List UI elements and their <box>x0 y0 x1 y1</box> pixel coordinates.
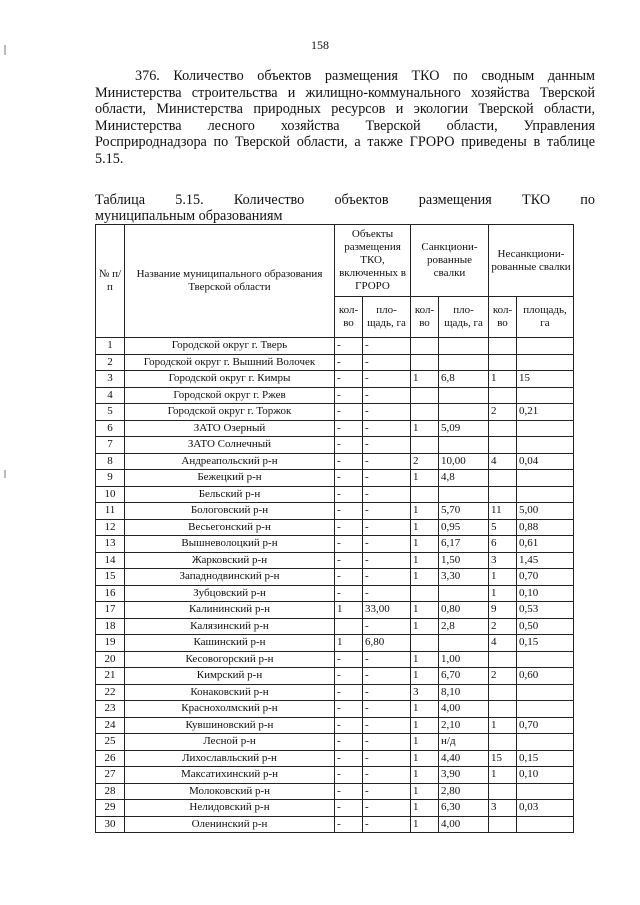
sanctioned-area-cell: 3,90 <box>439 767 489 784</box>
unsanctioned-count-cell <box>489 420 517 437</box>
sanctioned-count-cell <box>411 338 439 355</box>
unsanctioned-area-cell: 0,04 <box>517 453 574 470</box>
sanctioned-area-cell: 1,50 <box>439 552 489 569</box>
subheader-groro-area: пло-щадь, га <box>363 297 411 338</box>
municipality-name-cell: Бельский р-н <box>125 486 335 503</box>
row-number-cell: 11 <box>96 503 125 520</box>
row-number-cell: 9 <box>96 470 125 487</box>
groro-count-cell: - <box>335 354 363 371</box>
unsanctioned-area-cell: 0,60 <box>517 668 574 685</box>
groro-area-cell: - <box>363 816 411 833</box>
table-row <box>96 338 574 355</box>
unsanctioned-count-cell <box>489 470 517 487</box>
groro-area-cell: - <box>363 387 411 404</box>
groro-count-cell: - <box>335 338 363 355</box>
groro-count-cell: 1 <box>335 635 363 652</box>
groro-count-cell: - <box>335 387 363 404</box>
sanctioned-area-cell <box>439 585 489 602</box>
unsanctioned-count-cell: 2 <box>489 404 517 421</box>
groro-area-cell: - <box>363 437 411 454</box>
sanctioned-count-cell: 1 <box>411 569 439 586</box>
unsanctioned-area-cell: 1,45 <box>517 552 574 569</box>
unsanctioned-count-cell: 1 <box>489 717 517 734</box>
unsanctioned-area-cell: 0,15 <box>517 750 574 767</box>
sanctioned-count-cell: 1 <box>411 470 439 487</box>
municipality-name-cell: Городской округ г. Торжок <box>125 404 335 421</box>
groro-area-cell: - <box>363 503 411 520</box>
municipality-name-cell: Городской округ г. Кимры <box>125 371 335 388</box>
sanctioned-area-cell: 4,40 <box>439 750 489 767</box>
unsanctioned-count-cell <box>489 816 517 833</box>
sanctioned-area-cell: 2,8 <box>439 618 489 635</box>
table-caption: Таблица 5.15. Количество объектов размещения ТКО по <box>95 192 595 208</box>
col-header-municipality: Название муниципального образования Тверской области <box>125 225 335 338</box>
groro-count-cell: - <box>335 783 363 800</box>
table-row <box>96 354 574 371</box>
unsanctioned-area-cell <box>517 387 574 404</box>
unsanctioned-count-cell: 4 <box>489 453 517 470</box>
table-row <box>96 470 574 487</box>
unsanctioned-area-cell <box>517 651 574 668</box>
unsanctioned-count-cell: 4 <box>489 635 517 652</box>
row-number-cell: 8 <box>96 453 125 470</box>
intro-paragraph: 376. Количество объектов размещения ТКО по сводным данным Министерства строительства и жилищно-коммунального хозяйства Тверской области, Министерства природных ресурсов и экологии Тверской области, Министерства лесного хозяйства Тверской области, Управления Росприроднадзора по Тверской области, а также ГРОРО приведены в таблице 5.15. <box>95 68 595 167</box>
unsanctioned-area-cell: 0,70 <box>517 717 574 734</box>
col-header-sanctioned: Санкциони-рованные свалки <box>411 225 489 297</box>
col-header-unsanctioned: Несанкциони-рованные свалки <box>489 225 574 297</box>
sanctioned-area-cell: 6,17 <box>439 536 489 553</box>
groro-area-cell: 33,00 <box>363 602 411 619</box>
groro-count-cell: 1 <box>335 602 363 619</box>
groro-area-cell: - <box>363 717 411 734</box>
unsanctioned-area-cell: 0,70 <box>517 569 574 586</box>
unsanctioned-count-cell: 15 <box>489 750 517 767</box>
unsanctioned-count-cell: 9 <box>489 602 517 619</box>
groro-area-cell: - <box>363 338 411 355</box>
groro-count-cell: - <box>335 767 363 784</box>
table-row <box>96 602 574 619</box>
table-row <box>96 701 574 718</box>
sanctioned-area-cell <box>439 354 489 371</box>
groro-count-cell <box>335 618 363 635</box>
groro-area-cell: - <box>363 767 411 784</box>
row-number-cell: 29 <box>96 800 125 817</box>
sanctioned-area-cell <box>439 404 489 421</box>
sanctioned-count-cell <box>411 585 439 602</box>
unsanctioned-count-cell: 1 <box>489 569 517 586</box>
row-number-cell: 13 <box>96 536 125 553</box>
sanctioned-area-cell: 8,10 <box>439 684 489 701</box>
unsanctioned-area-cell <box>517 783 574 800</box>
table-row <box>96 651 574 668</box>
municipality-name-cell: Лесной р-н <box>125 734 335 751</box>
sanctioned-area-cell: 4,00 <box>439 701 489 718</box>
row-number-cell: 12 <box>96 519 125 536</box>
unsanctioned-area-cell: 0,53 <box>517 602 574 619</box>
table-row <box>96 783 574 800</box>
unsanctioned-area-cell: 0,10 <box>517 767 574 784</box>
row-number-cell: 27 <box>96 767 125 784</box>
groro-count-cell: - <box>335 536 363 553</box>
table-caption-continued: муниципальным образованиям <box>95 208 283 224</box>
row-number-cell: 2 <box>96 354 125 371</box>
table-row <box>96 800 574 817</box>
municipality-name-cell: Андреапольский р-н <box>125 453 335 470</box>
sanctioned-area-cell <box>439 387 489 404</box>
row-number-cell: 14 <box>96 552 125 569</box>
sanctioned-area-cell: 0,80 <box>439 602 489 619</box>
municipality-name-cell: Калязинский р-н <box>125 618 335 635</box>
municipality-name-cell: Кесовогорский р-н <box>125 651 335 668</box>
sanctioned-area-cell: 1,00 <box>439 651 489 668</box>
row-number-cell: 15 <box>96 569 125 586</box>
unsanctioned-area-cell <box>517 437 574 454</box>
municipality-name-cell: Оленинский р-н <box>125 816 335 833</box>
unsanctioned-count-cell: 1 <box>489 767 517 784</box>
groro-area-cell: - <box>363 536 411 553</box>
sanctioned-area-cell: 3,30 <box>439 569 489 586</box>
table-row <box>96 635 574 652</box>
unsanctioned-area-cell <box>517 486 574 503</box>
unsanctioned-count-cell: 3 <box>489 800 517 817</box>
sanctioned-area-cell: 5,09 <box>439 420 489 437</box>
groro-count-cell: - <box>335 470 363 487</box>
unsanctioned-count-cell <box>489 486 517 503</box>
groro-area-cell: - <box>363 470 411 487</box>
groro-area-cell: - <box>363 651 411 668</box>
unsanctioned-count-cell: 3 <box>489 552 517 569</box>
subheader-groro-count: кол-во <box>335 297 363 338</box>
subheader-sanctioned-area: пло-щадь, га <box>439 297 489 338</box>
unsanctioned-area-cell: 5,00 <box>517 503 574 520</box>
table-row <box>96 767 574 784</box>
row-number-cell: 25 <box>96 734 125 751</box>
sanctioned-area-cell: н/д <box>439 734 489 751</box>
groro-area-cell: - <box>363 783 411 800</box>
sanctioned-count-cell: 1 <box>411 767 439 784</box>
sanctioned-area-cell <box>439 437 489 454</box>
unsanctioned-count-cell: 1 <box>489 585 517 602</box>
table-row <box>96 536 574 553</box>
unsanctioned-count-cell: 11 <box>489 503 517 520</box>
sanctioned-count-cell: 1 <box>411 800 439 817</box>
sanctioned-count-cell: 1 <box>411 816 439 833</box>
groro-count-cell: - <box>335 420 363 437</box>
groro-area-cell: - <box>363 354 411 371</box>
sanctioned-area-cell: 4,00 <box>439 816 489 833</box>
row-number-cell: 6 <box>96 420 125 437</box>
scan-edge-mark <box>4 470 6 478</box>
municipality-name-cell: Бологовский р-н <box>125 503 335 520</box>
groro-count-cell: - <box>335 371 363 388</box>
sanctioned-count-cell: 1 <box>411 602 439 619</box>
table-row <box>96 668 574 685</box>
row-number-cell: 26 <box>96 750 125 767</box>
groro-area-cell: - <box>363 585 411 602</box>
row-number-cell: 4 <box>96 387 125 404</box>
table-row <box>96 585 574 602</box>
sanctioned-count-cell: 3 <box>411 684 439 701</box>
unsanctioned-area-cell: 15 <box>517 371 574 388</box>
groro-count-cell: - <box>335 404 363 421</box>
groro-area-cell: - <box>363 486 411 503</box>
municipality-name-cell: Жарковский р-н <box>125 552 335 569</box>
sanctioned-area-cell <box>439 486 489 503</box>
unsanctioned-area-cell <box>517 338 574 355</box>
groro-area-cell: - <box>363 404 411 421</box>
municipality-name-cell: Городской округ г. Вышний Волочек <box>125 354 335 371</box>
subheader-unsanctioned-area: площадь, га <box>517 297 574 338</box>
unsanctioned-area-cell: 0,88 <box>517 519 574 536</box>
sanctioned-count-cell <box>411 387 439 404</box>
row-number-cell: 1 <box>96 338 125 355</box>
groro-count-cell: - <box>335 585 363 602</box>
unsanctioned-count-cell <box>489 387 517 404</box>
unsanctioned-count-cell: 6 <box>489 536 517 553</box>
sanctioned-count-cell <box>411 354 439 371</box>
municipality-name-cell: Калининский р-н <box>125 602 335 619</box>
table-row <box>96 734 574 751</box>
table-row <box>96 618 574 635</box>
municipality-name-cell: Краснохолмский р-н <box>125 701 335 718</box>
row-number-cell: 3 <box>96 371 125 388</box>
table-row <box>96 486 574 503</box>
table-row <box>96 503 574 520</box>
unsanctioned-count-cell: 5 <box>489 519 517 536</box>
col-header-groro: Объекты размещения ТКО, включенных в ГРОРО <box>335 225 411 297</box>
unsanctioned-count-cell <box>489 783 517 800</box>
sanctioned-count-cell: 1 <box>411 552 439 569</box>
groro-count-cell: - <box>335 453 363 470</box>
groro-area-cell: - <box>363 453 411 470</box>
groro-area-cell: - <box>363 371 411 388</box>
unsanctioned-area-cell: 0,15 <box>517 635 574 652</box>
sanctioned-count-cell: 1 <box>411 519 439 536</box>
groro-count-cell: - <box>335 519 363 536</box>
sanctioned-count-cell <box>411 635 439 652</box>
municipality-name-cell: Максатихинский р-н <box>125 767 335 784</box>
row-number-cell: 20 <box>96 651 125 668</box>
unsanctioned-area-cell: 0,03 <box>517 800 574 817</box>
groro-area-cell: - <box>363 734 411 751</box>
table-row <box>96 387 574 404</box>
row-number-cell: 21 <box>96 668 125 685</box>
groro-count-cell: - <box>335 552 363 569</box>
municipality-name-cell: Конаковский р-н <box>125 684 335 701</box>
col-header-number: № п/п <box>96 225 125 338</box>
table-row <box>96 750 574 767</box>
municipality-name-cell: Бежецкий р-н <box>125 470 335 487</box>
row-number-cell: 5 <box>96 404 125 421</box>
groro-area-cell: - <box>363 684 411 701</box>
table-row <box>96 552 574 569</box>
page-number: 158 <box>311 38 329 52</box>
municipality-name-cell: ЗАТО Озерный <box>125 420 335 437</box>
groro-count-cell: - <box>335 717 363 734</box>
row-number-cell: 22 <box>96 684 125 701</box>
municipality-name-cell: Городской округ г. Ржев <box>125 387 335 404</box>
groro-count-cell: - <box>335 734 363 751</box>
municipality-name-cell: Зубцовский р-н <box>125 585 335 602</box>
unsanctioned-area-cell: 0,21 <box>517 404 574 421</box>
sanctioned-count-cell: 1 <box>411 371 439 388</box>
row-number-cell: 23 <box>96 701 125 718</box>
groro-area-cell: - <box>363 800 411 817</box>
groro-count-cell: - <box>335 503 363 520</box>
groro-area-cell: - <box>363 569 411 586</box>
groro-count-cell: - <box>335 569 363 586</box>
sanctioned-area-cell: 4,8 <box>439 470 489 487</box>
sanctioned-count-cell: 1 <box>411 701 439 718</box>
sanctioned-count-cell: 2 <box>411 453 439 470</box>
groro-count-cell: - <box>335 651 363 668</box>
subheader-unsanctioned-count: кол-во <box>489 297 517 338</box>
municipality-name-cell: Кашинский р-н <box>125 635 335 652</box>
sanctioned-count-cell: 1 <box>411 717 439 734</box>
groro-count-cell: - <box>335 701 363 718</box>
sanctioned-count-cell <box>411 486 439 503</box>
row-number-cell: 16 <box>96 585 125 602</box>
sanctioned-count-cell <box>411 437 439 454</box>
municipality-name-cell: ЗАТО Солнечный <box>125 437 335 454</box>
municipality-name-cell: Вышневолоцкий р-н <box>125 536 335 553</box>
unsanctioned-area-cell <box>517 734 574 751</box>
groro-count-cell: - <box>335 486 363 503</box>
groro-area-cell: - <box>363 552 411 569</box>
groro-area-cell: 6,80 <box>363 635 411 652</box>
unsanctioned-count-cell <box>489 354 517 371</box>
row-number-cell: 19 <box>96 635 125 652</box>
sanctioned-count-cell: 1 <box>411 734 439 751</box>
unsanctioned-count-cell <box>489 338 517 355</box>
unsanctioned-area-cell <box>517 470 574 487</box>
sanctioned-area-cell: 5,70 <box>439 503 489 520</box>
sanctioned-area-cell: 0,95 <box>439 519 489 536</box>
groro-area-cell: - <box>363 420 411 437</box>
sanctioned-count-cell: 1 <box>411 536 439 553</box>
groro-area-cell: - <box>363 750 411 767</box>
groro-count-cell: - <box>335 668 363 685</box>
sanctioned-area-cell <box>439 338 489 355</box>
groro-area-cell: - <box>363 618 411 635</box>
unsanctioned-area-cell <box>517 420 574 437</box>
row-number-cell: 30 <box>96 816 125 833</box>
table-row <box>96 437 574 454</box>
sanctioned-area-cell: 6,30 <box>439 800 489 817</box>
sanctioned-count-cell: 1 <box>411 420 439 437</box>
waste-sites-table <box>95 224 574 833</box>
unsanctioned-area-cell: 0,61 <box>517 536 574 553</box>
row-number-cell: 17 <box>96 602 125 619</box>
unsanctioned-count-cell: 1 <box>489 371 517 388</box>
table-row <box>96 404 574 421</box>
sanctioned-area-cell: 10,00 <box>439 453 489 470</box>
sanctioned-count-cell: 1 <box>411 668 439 685</box>
table-row <box>96 519 574 536</box>
unsanctioned-area-cell: 0,10 <box>517 585 574 602</box>
unsanctioned-count-cell <box>489 734 517 751</box>
table-row <box>96 816 574 833</box>
municipality-name-cell: Западнодвинский р-н <box>125 569 335 586</box>
municipality-name-cell: Молоковский р-н <box>125 783 335 800</box>
unsanctioned-area-cell <box>517 701 574 718</box>
sanctioned-area-cell <box>439 635 489 652</box>
sanctioned-area-cell: 6,8 <box>439 371 489 388</box>
row-number-cell: 24 <box>96 717 125 734</box>
table-row <box>96 371 574 388</box>
municipality-name-cell: Лихославльский р-н <box>125 750 335 767</box>
sanctioned-count-cell: 1 <box>411 783 439 800</box>
unsanctioned-area-cell <box>517 354 574 371</box>
table-row <box>96 569 574 586</box>
groro-count-cell: - <box>335 800 363 817</box>
unsanctioned-count-cell <box>489 437 517 454</box>
unsanctioned-area-cell: 0,50 <box>517 618 574 635</box>
subheader-sanctioned-count: кол-во <box>411 297 439 338</box>
row-number-cell: 10 <box>96 486 125 503</box>
unsanctioned-count-cell <box>489 701 517 718</box>
sanctioned-area-cell: 2,80 <box>439 783 489 800</box>
table-row <box>96 453 574 470</box>
row-number-cell: 18 <box>96 618 125 635</box>
sanctioned-count-cell: 1 <box>411 651 439 668</box>
row-number-cell: 7 <box>96 437 125 454</box>
table-row <box>96 420 574 437</box>
municipality-name-cell: Весьегонский р-н <box>125 519 335 536</box>
row-number-cell: 28 <box>96 783 125 800</box>
groro-count-cell: - <box>335 684 363 701</box>
sanctioned-count-cell <box>411 404 439 421</box>
groro-count-cell: - <box>335 816 363 833</box>
sanctioned-count-cell: 1 <box>411 750 439 767</box>
unsanctioned-area-cell <box>517 684 574 701</box>
unsanctioned-count-cell: 2 <box>489 618 517 635</box>
unsanctioned-count-cell <box>489 651 517 668</box>
table-row <box>96 684 574 701</box>
municipality-name-cell: Городской округ г. Тверь <box>125 338 335 355</box>
sanctioned-count-cell: 1 <box>411 503 439 520</box>
sanctioned-area-cell: 2,10 <box>439 717 489 734</box>
groro-area-cell: - <box>363 519 411 536</box>
unsanctioned-count-cell: 2 <box>489 668 517 685</box>
municipality-name-cell: Кувшиновский р-н <box>125 717 335 734</box>
municipality-name-cell: Кимрский р-н <box>125 668 335 685</box>
unsanctioned-area-cell <box>517 816 574 833</box>
groro-count-cell: - <box>335 437 363 454</box>
groro-count-cell: - <box>335 750 363 767</box>
municipality-name-cell: Нелидовский р-н <box>125 800 335 817</box>
table-row <box>96 717 574 734</box>
groro-area-cell: - <box>363 668 411 685</box>
sanctioned-count-cell: 1 <box>411 618 439 635</box>
unsanctioned-count-cell <box>489 684 517 701</box>
groro-area-cell: - <box>363 701 411 718</box>
sanctioned-area-cell: 6,70 <box>439 668 489 685</box>
